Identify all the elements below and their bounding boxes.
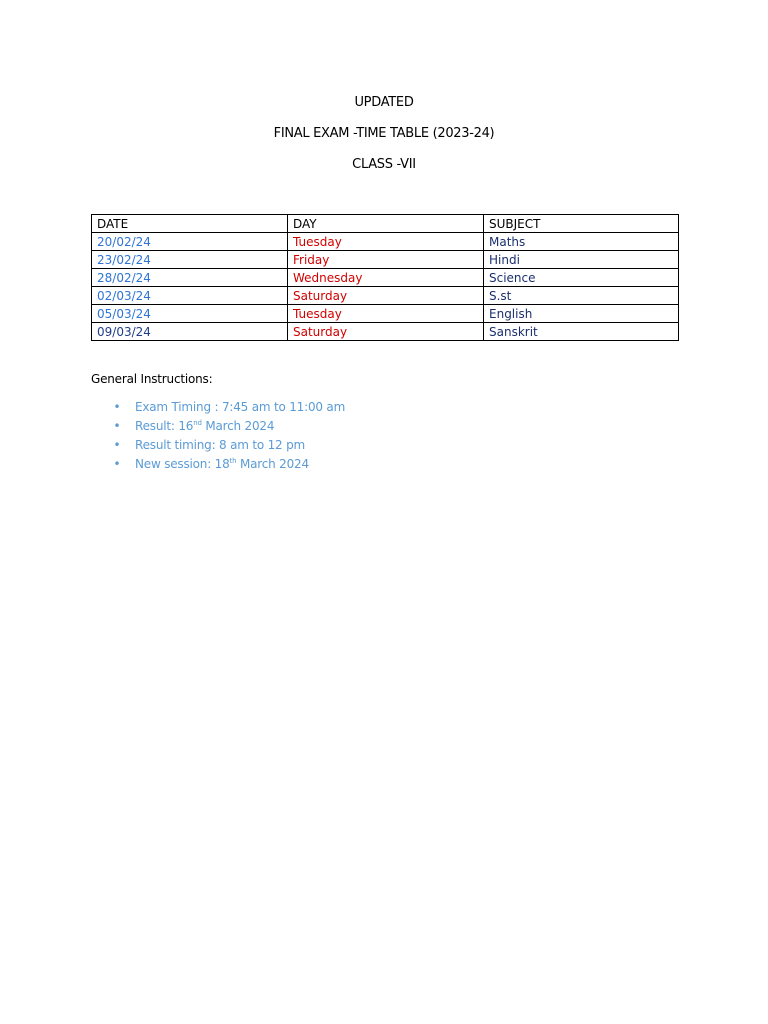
bullet-dot-icon: •	[113, 438, 121, 452]
table-row	[92, 323, 679, 341]
subject-cell: S.st	[484, 287, 679, 305]
day-cell: Wednesday	[288, 269, 484, 287]
subject-cell: Science	[484, 269, 679, 287]
column-header-subject: SUBJECT	[484, 215, 679, 233]
day-cell: Friday	[288, 251, 484, 269]
date-cell: 20/02/24	[92, 233, 288, 251]
day-cell: Tuesday	[288, 305, 484, 323]
date-cell: 28/02/24	[92, 269, 288, 287]
heading-class: CLASS -VII	[352, 157, 416, 172]
instruction-text: Result timing: 8 am to 12 pm	[135, 438, 305, 452]
bullet-dot-icon: •	[113, 419, 121, 433]
instruction-text-tail: March 2024	[236, 457, 309, 471]
ordinal-suffix: nd	[193, 419, 202, 427]
day-cell: Saturday	[288, 287, 484, 305]
date-cell: 09/03/24	[92, 323, 288, 341]
date-cell: 05/03/24	[92, 305, 288, 323]
instruction-text: Result: 16	[135, 419, 194, 433]
table-header-row	[92, 215, 679, 233]
bullet-dot-icon: •	[113, 457, 121, 471]
instruction-text: New session: 18	[135, 457, 230, 471]
subject-cell: Hindi	[484, 251, 679, 269]
table-row	[92, 251, 679, 269]
list-item	[112, 417, 345, 436]
ordinal-suffix: th	[229, 457, 237, 465]
list-item	[112, 398, 345, 417]
date-cell: 23/02/24	[92, 251, 288, 269]
instruction-text: Exam Timing : 7:45 am to 11:00 am	[135, 400, 346, 414]
general-instructions-title: General Instructions:	[91, 372, 213, 386]
table-row	[92, 287, 679, 305]
heading-exam-title: FINAL EXAM -TIME TABLE (2023-24)	[273, 126, 495, 141]
heading-updated: UPDATED	[354, 95, 414, 110]
day-cell: Saturday	[288, 323, 484, 341]
table-row	[92, 269, 679, 287]
timetable	[91, 214, 679, 341]
day-cell: Tuesday	[288, 233, 484, 251]
table-row	[92, 233, 679, 251]
subject-cell: Sanskrit	[484, 323, 679, 341]
subject-cell: Maths	[484, 233, 679, 251]
list-item	[112, 455, 345, 474]
bullet-dot-icon: •	[113, 400, 121, 414]
list-item	[112, 436, 345, 455]
instructions-list	[112, 398, 345, 474]
column-header-date: DATE	[92, 215, 288, 233]
instruction-text-tail: March 2024	[201, 419, 275, 433]
table-row	[92, 305, 679, 323]
date-cell: 02/03/24	[92, 287, 288, 305]
column-header-day: DAY	[288, 215, 484, 233]
subject-cell: English	[484, 305, 679, 323]
